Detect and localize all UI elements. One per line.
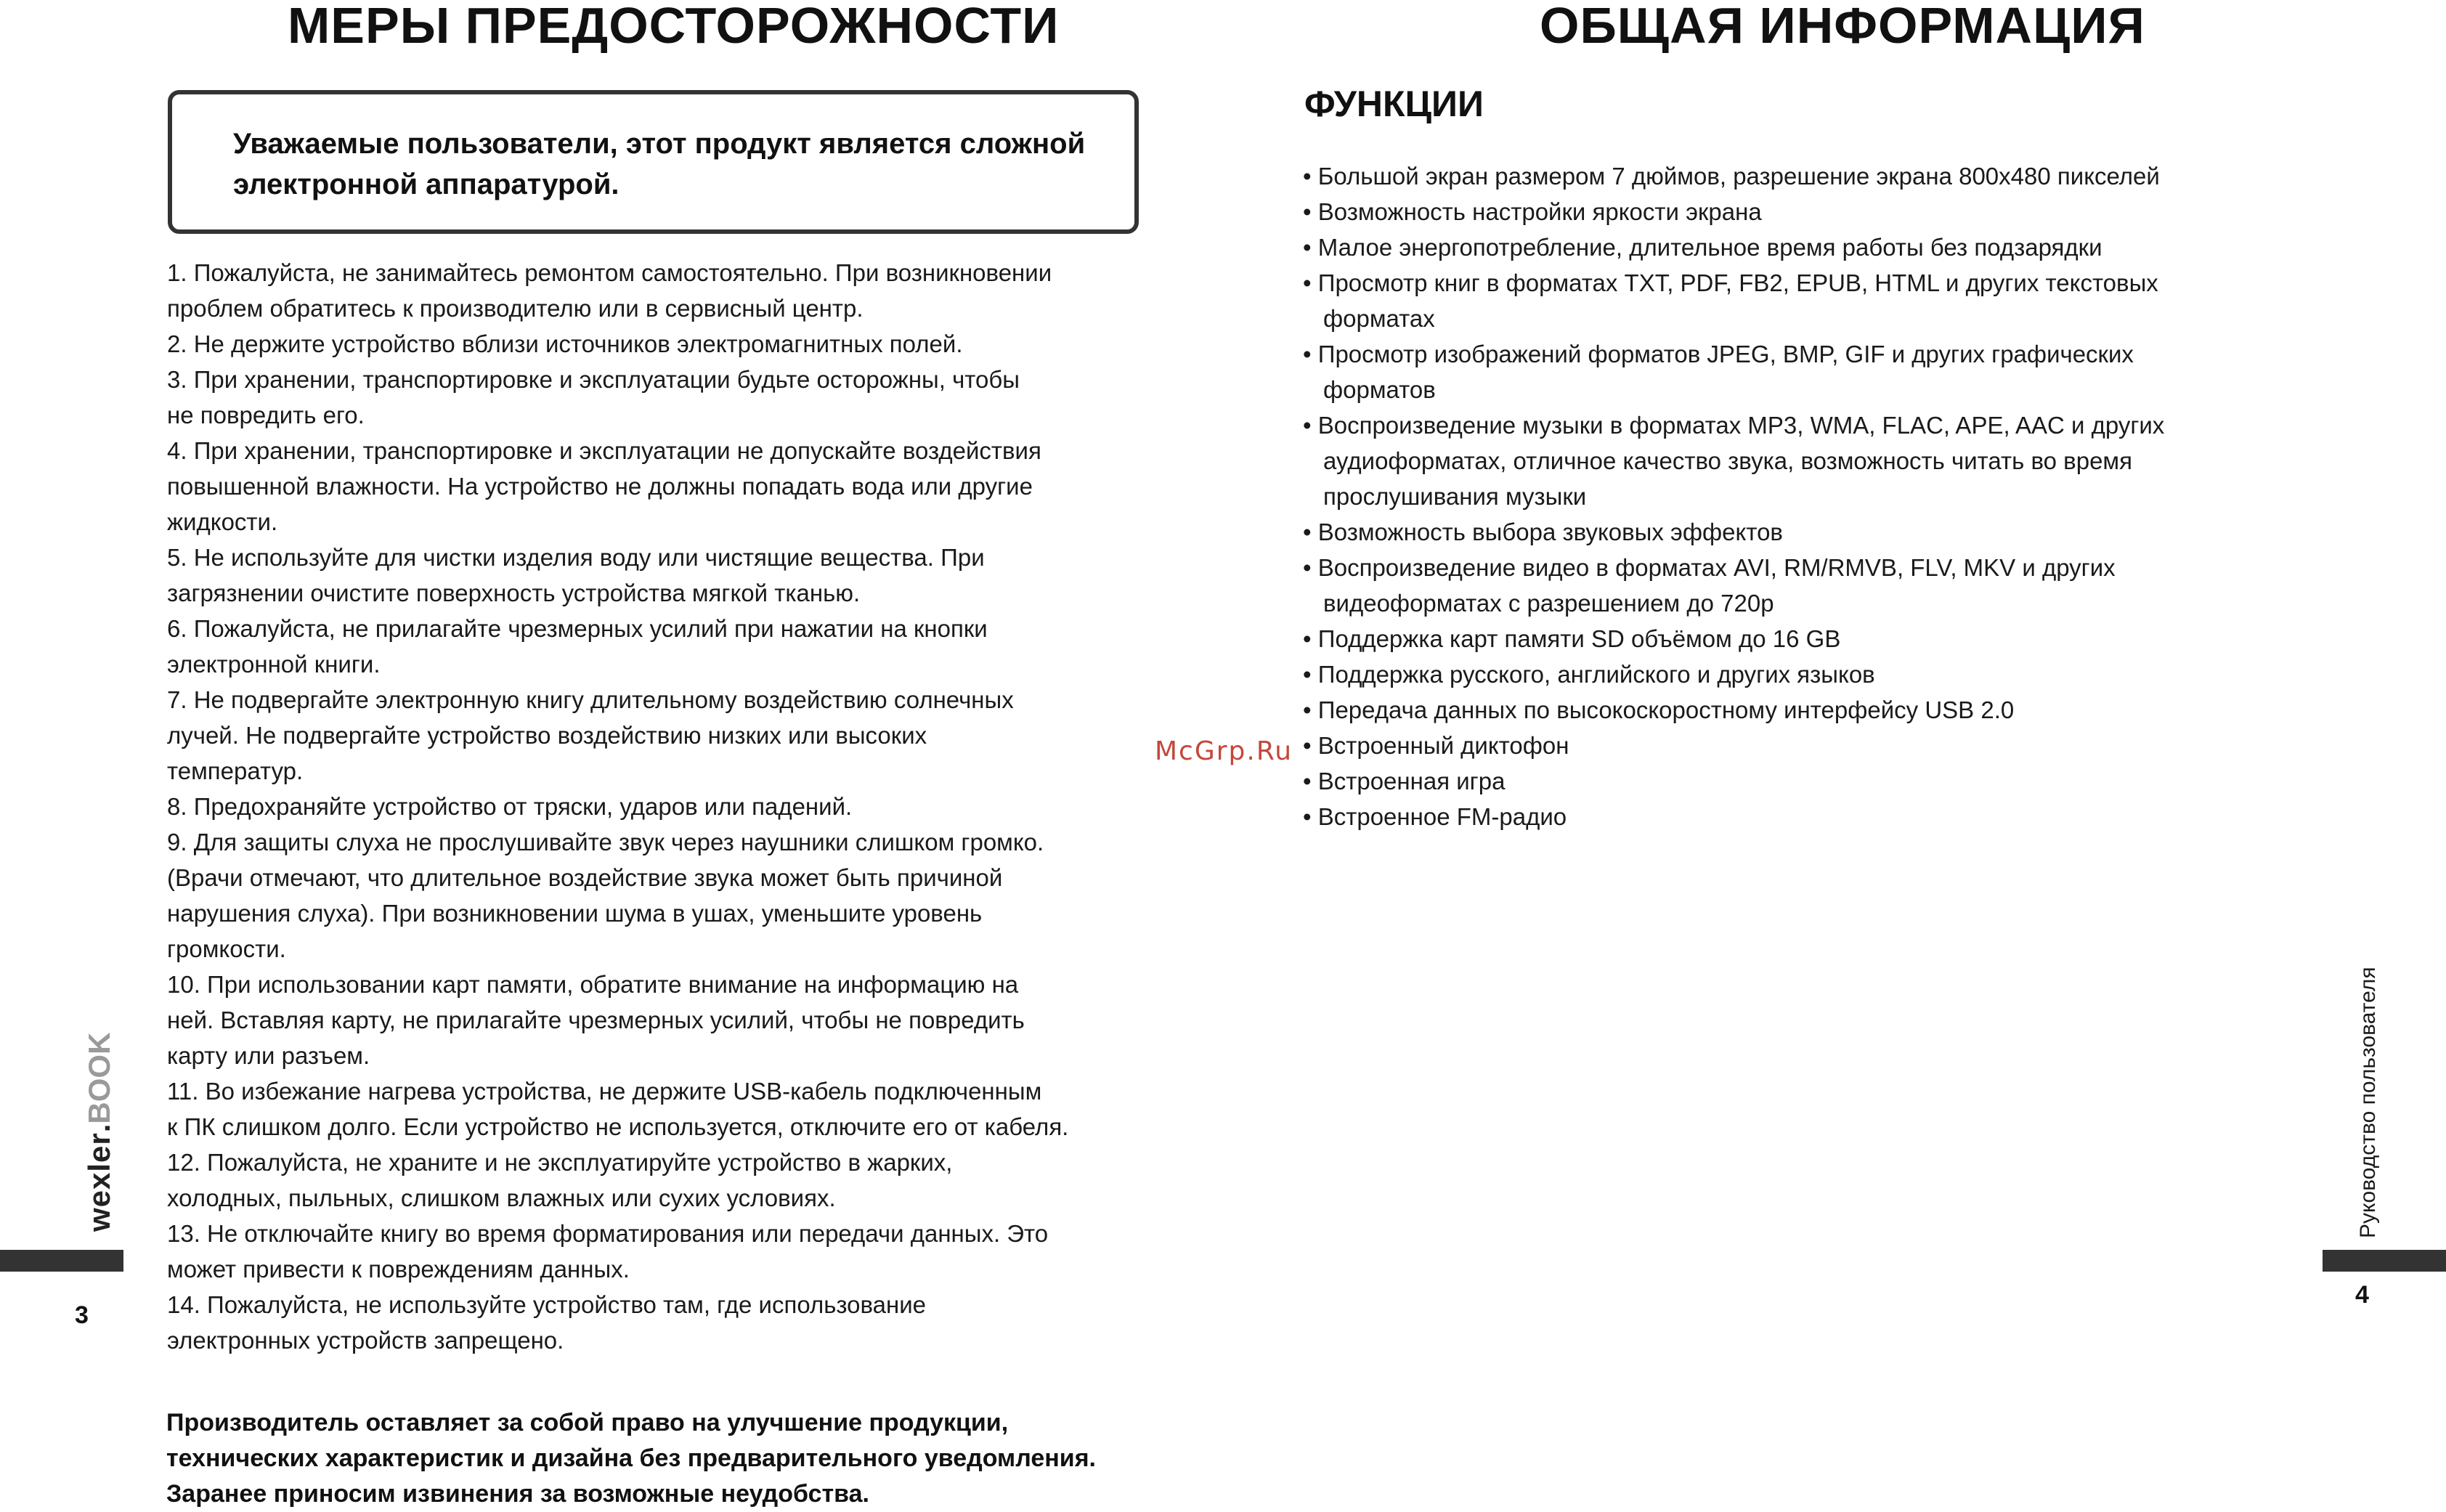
precaution-line: 10. При использовании карт памяти, обратите внимание на информацию на: [167, 971, 1019, 998]
precaution-line: может привести к повреждениям данных.: [167, 1256, 630, 1283]
precaution-line: повышенной влажности. На устройство не должны попадать вода или другие: [167, 473, 1033, 500]
page-tab-bar-right: [2323, 1250, 2446, 1272]
brand-logo: [84, 1033, 115, 1232]
precaution-line: 6. Пожалуйста, не прилагайте чрезмерных усилий при нажатии на кнопки: [167, 615, 988, 642]
notice-line: Уважаемые пользователи, этот продукт является сложной: [233, 128, 1086, 160]
feature-line: • Возможность настройки яркости экрана: [1303, 198, 1762, 225]
page-tab-bar-left: [0, 1250, 123, 1272]
watermark: McGrp.Ru: [1155, 736, 1293, 766]
precaution-line: лучей. Не подвергайте устройство воздействию низких или высоких: [167, 722, 927, 749]
precaution-line: 2. Не держите устройство вблизи источников электромагнитных полей.: [167, 330, 963, 357]
logo-separator: .: [82, 1123, 116, 1133]
feature-line: • Большой экран размером 7 дюймов, разрешение экрана 800x480 пикселей: [1303, 163, 2160, 190]
precautions-list: [167, 255, 1177, 1358]
disclaimer-line: технических характеристик и дизайна без предварительного уведомления.: [166, 1444, 1096, 1472]
feature-line: • Встроенное FM-радио: [1303, 803, 1567, 830]
precaution-line: 11. Во избежание нагрева устройства, не держите USB-кабель подключенным: [167, 1078, 1042, 1105]
feature-line: • Встроенный диктофон: [1303, 732, 1569, 759]
feature-line: • Поддержка русского, английского и других языков: [1303, 661, 1875, 688]
feature-line: • Встроенная игра: [1303, 768, 1506, 794]
manufacturer-disclaimer: [166, 1405, 1183, 1512]
feature-line: аудиоформатах, отличное качество звука, возможность читать во время: [1323, 447, 2132, 474]
notice-box: [168, 90, 1139, 234]
disclaimer-line: Производитель оставляет за собой право на улучшение продукции,: [166, 1409, 1009, 1436]
feature-line: • Возможность выбора звуковых эффектов: [1303, 519, 1783, 545]
page-number-right: 4: [2355, 1281, 2369, 1309]
precaution-line: 4. При хранении, транспортировке и эксплуатации не допускайте воздействия: [167, 437, 1041, 464]
precaution-line: электронной книги.: [167, 651, 381, 678]
feature-line: • Воспроизведение музыки в форматах MP3, WMA, FLAC, APE, AAC и других: [1303, 412, 2165, 439]
feature-line: • Передача данных по высокоскоростному интерфейсу USB 2.0: [1303, 696, 2015, 723]
precaution-line: 12. Пожалуйста, не храните и не эксплуатируйте устройство в жарких,: [167, 1149, 953, 1176]
precaution-line: 8. Предохраняйте устройство от тряски, ударов или падений.: [167, 793, 853, 820]
page-title-general-info: ОБЩАЯ ИНФОРМАЦИЯ: [1540, 0, 2145, 54]
precaution-line: 1. Пожалуйста, не занимайтесь ремонтом самостоятельно. При возникновении: [167, 259, 1052, 286]
feature-line: • Воспроизведение видео в форматах AVI, RM/RMVB, FLV, MKV и других: [1303, 554, 2116, 581]
precaution-line: 14. Пожалуйста, не используйте устройство там, где использование: [167, 1291, 927, 1318]
feature-line: • Малое энергопотребление, длительное время работы без подзарядки: [1303, 234, 2102, 261]
precaution-line: 3. При хранении, транспортировке и эксплуатации будьте осторожны, чтобы: [167, 366, 1020, 393]
logo-brand: wexler: [82, 1132, 116, 1232]
features-list: [1303, 158, 2320, 834]
precaution-line: температур.: [167, 757, 304, 784]
section-heading-features: ФУНКЦИИ: [1304, 84, 1484, 124]
page-number-left: 3: [75, 1301, 89, 1329]
user-guide-side-label: Руководство пользователя: [2356, 967, 2380, 1238]
precaution-line: к ПК слишком долго. Если устройство не используется, отключите его от кабеля.: [167, 1113, 1069, 1140]
logo-model: BOOK: [82, 1032, 116, 1124]
precaution-line: 7. Не подвергайте электронную книгу длительному воздействию солнечных: [167, 686, 1014, 713]
page-title-precautions: МЕРЫ ПРЕДОСТОРОЖНОСТИ: [288, 0, 1060, 54]
precaution-line: электронных устройств запрещено.: [167, 1327, 564, 1354]
precaution-line: холодных, пыльных, слишком влажных или сухих условиях.: [167, 1184, 836, 1211]
precaution-line: (Врачи отмечают, что длительное воздействие звука может быть причиной: [167, 864, 1003, 891]
feature-line: форматов: [1323, 376, 1436, 403]
feature-line: • Поддержка карт памяти SD объёмом до 16 GB: [1303, 625, 1841, 652]
precaution-line: 13. Не отключайте книгу во время форматирования или передачи данных. Это: [167, 1220, 1049, 1247]
notice-line: электронной аппаратурой.: [233, 168, 619, 200]
precaution-line: не повредить его.: [167, 402, 365, 428]
feature-line: видеоформатах с разрешением до 720p: [1323, 590, 1774, 617]
disclaimer-line: Заранее приносим извинения за возможные неудобства.: [166, 1480, 869, 1508]
feature-line: • Просмотр книг в форматах TXT, PDF, FB2, EPUB, HTML и других текстовых: [1303, 269, 2158, 296]
precaution-line: ней. Вставляя карту, не прилагайте чрезмерных усилий, чтобы не повредить: [167, 1007, 1025, 1033]
precaution-line: 5. Не используйте для чистки изделия воду или чистящие вещества. При: [167, 544, 985, 571]
feature-line: прослушивания музыки: [1323, 483, 1587, 510]
feature-line: • Просмотр изображений форматов JPEG, BMP, GIF и других графических: [1303, 341, 2134, 367]
precaution-line: проблем обратитесь к производителю или в сервисный центр.: [167, 295, 864, 322]
feature-line: форматах: [1323, 305, 1435, 332]
precaution-line: загрязнении очистите поверхность устройства мягкой тканью.: [167, 580, 861, 606]
notice-text: [233, 123, 1105, 205]
precaution-line: жидкости.: [167, 508, 278, 535]
precaution-line: карту или разъем.: [167, 1042, 370, 1069]
precaution-line: громкости.: [167, 935, 286, 962]
precaution-line: нарушения слуха). При возникновении шума в ушах, уменьшите уровень: [167, 900, 983, 927]
precaution-line: 9. Для защиты слуха не прослушивайте звук через наушники слишком громко.: [167, 829, 1044, 855]
